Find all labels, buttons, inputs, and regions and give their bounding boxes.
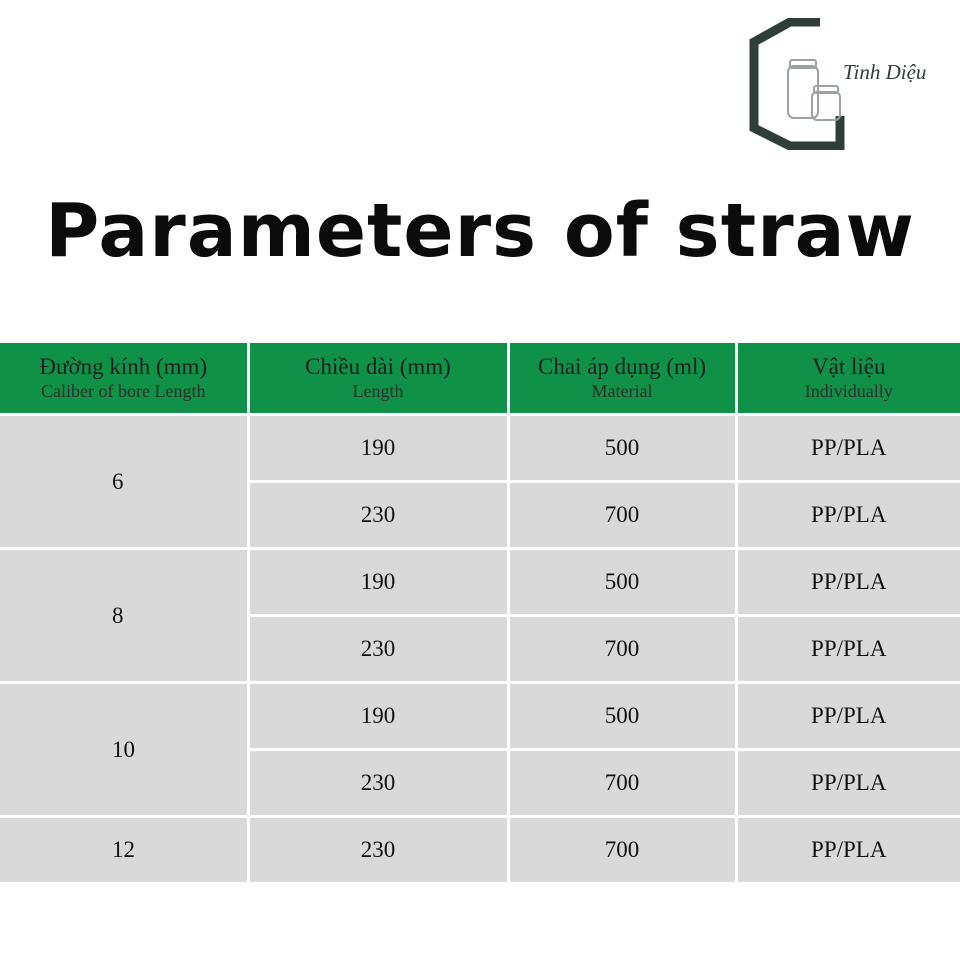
length-cell: 190 — [248, 683, 508, 750]
bottle-cell: 700 — [508, 482, 736, 549]
material-cell: PP/PLA — [736, 549, 960, 616]
material-cell: PP/PLA — [736, 683, 960, 750]
table-row — [0, 683, 960, 750]
bore-cell: 12 — [0, 817, 248, 884]
header-diameter — [0, 343, 248, 415]
material-cell: PP/PLA — [736, 817, 960, 884]
table-header-row — [0, 343, 960, 415]
header-sub: Caliber of bore Length — [41, 381, 206, 401]
header-material — [736, 343, 960, 415]
length-cell: 230 — [248, 817, 508, 884]
bottle-cell: 500 — [508, 549, 736, 616]
bottle-cell: 700 — [508, 817, 736, 884]
bottle-cell: 700 — [508, 750, 736, 817]
length-cell: 230 — [248, 616, 508, 683]
brand-name: Tinh Diệu — [843, 60, 927, 84]
material-cell: PP/PLA — [736, 482, 960, 549]
bore-cell: 8 — [0, 549, 248, 683]
material-cell: PP/PLA — [736, 750, 960, 817]
header-sub: Length — [352, 381, 404, 401]
length-cell: 190 — [248, 415, 508, 482]
length-cell: 230 — [248, 750, 508, 817]
header-sub: Material — [591, 381, 653, 401]
header-main: Chai áp dụng (ml) — [538, 354, 706, 379]
table-row — [0, 415, 960, 482]
page-title: Parameters of straw — [45, 188, 915, 274]
bore-cell: 6 — [0, 415, 248, 549]
table-row — [0, 549, 960, 616]
bore-cell: 10 — [0, 683, 248, 817]
header-length — [248, 343, 508, 415]
bottle-cell: 700 — [508, 616, 736, 683]
header-main: Chiều dài (mm) — [305, 354, 451, 379]
bottle-cell: 500 — [508, 683, 736, 750]
bottle-cell: 500 — [508, 415, 736, 482]
material-cell: PP/PLA — [736, 616, 960, 683]
material-cell: PP/PLA — [736, 415, 960, 482]
table-row — [0, 817, 960, 884]
header-main: Đường kính (mm) — [39, 354, 208, 379]
header-main: Vật liệu — [812, 354, 886, 379]
straw-parameters-table — [0, 343, 960, 885]
header-bottle — [508, 343, 736, 415]
header-sub: Individually — [804, 381, 893, 401]
brand-logo — [748, 18, 948, 150]
length-cell: 190 — [248, 549, 508, 616]
length-cell: 230 — [248, 482, 508, 549]
